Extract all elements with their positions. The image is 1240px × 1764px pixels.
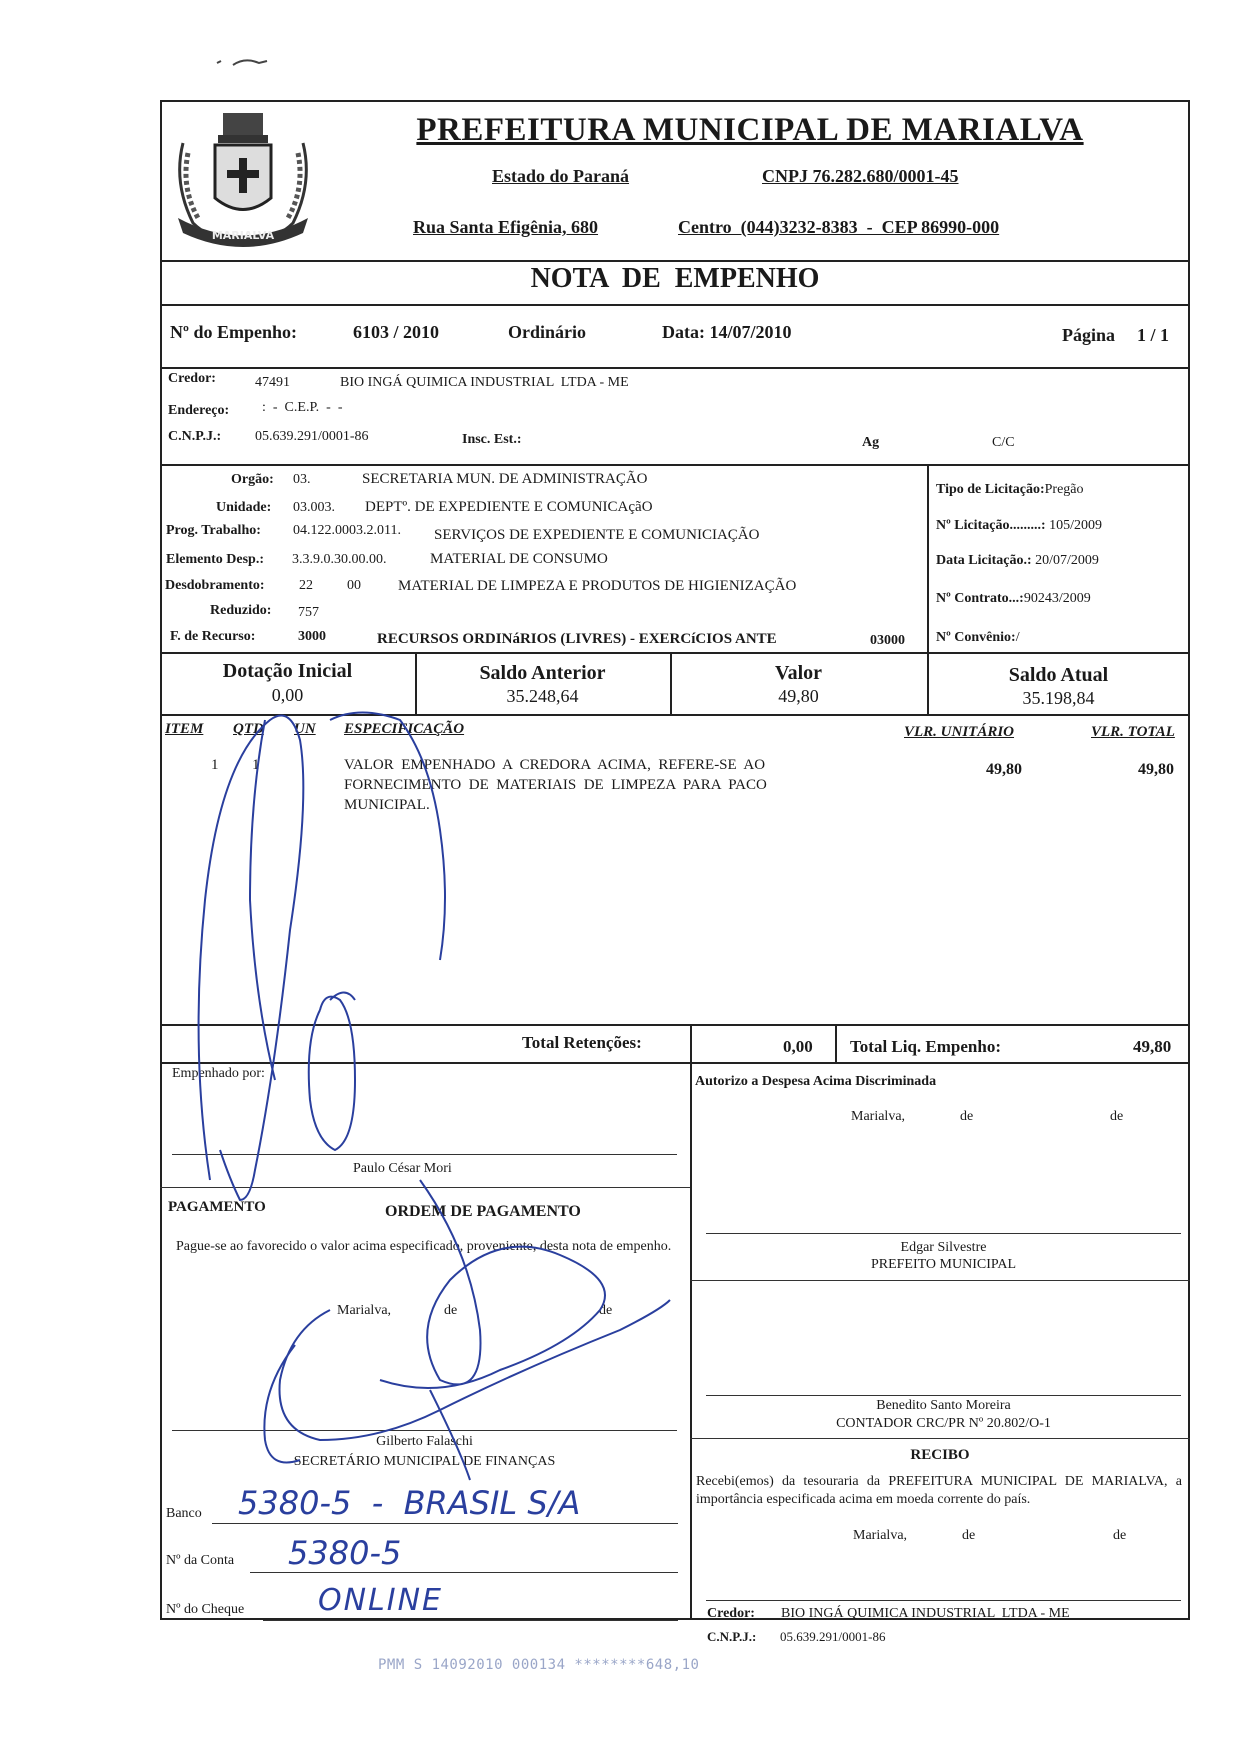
col-header-item: ITEM <box>165 721 204 737</box>
data-licitacao-value: 20/07/2009 <box>1035 553 1099 568</box>
prog-desc: SERVIÇOS DE EXPEDIENTE E COMUNICIAÇÃO <box>434 527 760 543</box>
reduzido-label: Reduzido: <box>210 603 272 618</box>
row-spec-line3: MUNICIPAL. <box>344 797 430 813</box>
header-district: Centro (044)3232-8383 - CEP 86990-000 <box>678 217 1000 237</box>
cnpj-value: 05.639.291/0001-86 <box>255 429 369 444</box>
autorizo-label: Autorizo a Despesa Acima Discriminada <box>695 1074 937 1089</box>
coat-of-arms-icon <box>163 103 323 258</box>
recurso-label: F. de Recurso: <box>170 629 256 644</box>
saldo-anterior-value: 35.248,64 <box>506 686 579 706</box>
empenho-date: Data: 14/07/2010 <box>662 322 792 342</box>
prefeito-title: PREFEITO MUNICIPAL <box>870 1257 1017 1272</box>
unidade-code: 03.003. <box>293 500 335 515</box>
convenio-value: / <box>1015 630 1020 645</box>
recibo-de1: de <box>962 1528 976 1543</box>
pague-text: Pague-se ao favorecido o valor acima especificado, proveniente, desta nota de empenho. <box>176 1239 672 1254</box>
row-total-value: 49,80 <box>1138 761 1174 778</box>
endereco-label: Endereço: <box>168 403 230 418</box>
contrato-value: 90243/2009 <box>1023 591 1091 606</box>
orgao-desc: SECRETARIA MUN. DE ADMINISTRAÇÃO <box>362 471 648 487</box>
desdob-desc: MATERIAL DE LIMPEZA E PRODUTOS DE HIGIENIZAÇÃO <box>398 578 797 594</box>
data-licitacao-label: Data Licitação.: 20/07/2009 <box>936 553 1099 568</box>
row-unit-value: 49,80 <box>986 761 1022 778</box>
recibo-cnpj-label: C.N.P.J.: <box>707 1629 757 1644</box>
secretario-name: Gilberto Falaschi <box>376 1434 473 1449</box>
recibo-label: RECIBO <box>910 1447 970 1463</box>
credor-label: Credor: <box>168 371 216 386</box>
banco-handwritten: 5380-5 - BRASIL S/A <box>238 1484 581 1522</box>
retencoes-label: Total Retenções: <box>522 1033 642 1052</box>
row-qtd: 1 <box>252 757 260 773</box>
col-header-total: VLR. TOTAL <box>1091 724 1175 740</box>
recibo-credor-value: BIO INGÁ QUIMICA INDUSTRIAL LTDA - ME <box>781 1606 1070 1621</box>
ordem-label: ORDEM DE PAGAMENTO <box>385 1203 581 1220</box>
cheque-label: Nº do Cheque <box>166 1602 245 1617</box>
desdob-label: Desdobramento: <box>165 578 265 593</box>
convenio-label: Nº Convênio:/ <box>936 630 1020 645</box>
recibo-text: Recebi(emos) da tesouraria da PREFEITURA MUNICIPAL DE MARIALVA, a importância especificada acima em moeda corrente do país. <box>696 1474 1182 1507</box>
recurso-code: 3000 <box>298 629 326 644</box>
recibo-de2: de <box>1113 1528 1127 1543</box>
coat-of-arms-text: MARIALVA <box>211 229 275 242</box>
left-de2: de <box>599 1303 613 1318</box>
num-licitacao-value: 105/2009 <box>1049 518 1102 533</box>
col-header-spec: ESPECIFICAÇÃO <box>344 721 465 737</box>
unidade-desc: DEPTº. DE EXPEDIENTE E COMUNICAçãO <box>365 499 653 515</box>
elemento-code: 3.3.9.0.30.00.00. <box>292 552 387 567</box>
right-de1: de <box>960 1109 974 1124</box>
banco-label: Banco <box>166 1506 202 1521</box>
prefeito-name: Edgar Silvestre <box>900 1240 987 1255</box>
recurso-desc: RECURSOS ORDINáRIOS (LIVRES) - EXERCíCIOS ANTE <box>377 631 777 647</box>
contador-name: Benedito Santo Moreira <box>876 1398 1011 1413</box>
empenhado-label: Empenhado por: <box>172 1066 265 1081</box>
desdob-code1: 22 <box>299 578 313 593</box>
orgao-label: Orgão: <box>231 472 274 487</box>
endereco-value: : - C.E.P. - - <box>262 400 343 415</box>
col-header-un: UN <box>294 721 316 737</box>
tipo-licitacao-label: Tipo de Licitação:Pregão <box>936 482 1084 497</box>
liq-label: Total Liq. Empenho: <box>850 1037 1001 1056</box>
empenho-label: Nº do Empenho: <box>170 322 297 342</box>
orgao-code: 03. <box>293 472 311 487</box>
conta-label: Nº da Conta <box>166 1553 235 1568</box>
recurso-code2: 03000 <box>870 633 905 648</box>
row-item: 1 <box>211 757 219 773</box>
reduzido-value: 757 <box>298 605 319 620</box>
secretario-title: SECRETÁRIO MUNICIPAL DE FINANÇAS <box>293 1454 556 1469</box>
left-place: Marialva, <box>337 1303 392 1318</box>
page-label: Página <box>1062 325 1116 345</box>
left-de1: de <box>444 1303 458 1318</box>
contador-title: CONTADOR CRC/PR Nº 20.802/O-1 <box>836 1416 1051 1431</box>
ag-label: Ag <box>862 435 880 450</box>
empenho-number: 6103 / 2010 <box>353 322 440 342</box>
cnpj-label: C.N.P.J.: <box>168 429 222 444</box>
pagamento-label: PAGAMENTO <box>168 1199 266 1215</box>
tipo-licitacao-value: Pregão <box>1044 482 1084 497</box>
credor-name: BIO INGÁ QUIMICA INDUSTRIAL LTDA - ME <box>340 375 629 390</box>
elemento-desc: MATERIAL DE CONSUMO <box>430 551 608 567</box>
prog-label: Prog. Trabalho: <box>166 523 261 538</box>
num-licitacao-label: Nº Licitação.........: 105/2009 <box>936 518 1102 533</box>
valor-label: Valor <box>774 662 823 684</box>
doc-title: NOTA DE EMPENHO <box>530 263 820 294</box>
desdob-code2: 00 <box>347 578 361 593</box>
valor-value: 49,80 <box>778 686 819 706</box>
col-header-unit: VLR. UNITÁRIO <box>904 724 1015 740</box>
saldo-anterior-label: Saldo Anterior <box>479 662 606 684</box>
prog-code: 04.122.0003.2.011. <box>293 523 401 538</box>
dotacao-label: Dotação Inicial <box>222 660 353 682</box>
credor-code: 47491 <box>255 375 290 390</box>
unidade-label: Unidade: <box>216 500 272 515</box>
recibo-place: Marialva, <box>853 1528 908 1543</box>
retencoes-value: 0,00 <box>783 1037 813 1056</box>
empenho-type: Ordinário <box>508 322 587 342</box>
header-street: Rua Santa Efigênia, 680 <box>413 217 599 237</box>
liq-value: 49,80 <box>1133 1037 1172 1056</box>
page-value: 1 / 1 <box>1137 325 1170 345</box>
cc-label: C/C <box>992 435 1015 450</box>
footer-stamp: PMM S 14092010 000134 ********648,10 <box>378 1657 700 1673</box>
empenhado-name: Paulo César Mori <box>353 1161 452 1176</box>
row-spec-line1: VALOR EMPENHADO A CREDORA ACIMA, REFERE-SE AO <box>344 757 766 773</box>
header-cnpj: CNPJ 76.282.680/0001-45 <box>762 166 959 186</box>
header-title: PREFEITURA MUNICIPAL DE MARIALVA <box>416 112 1084 148</box>
header-state: Estado do Paraná <box>492 166 630 186</box>
insc-label: Insc. Est.: <box>462 432 522 447</box>
cheque-handwritten: ONLINE <box>318 1583 444 1618</box>
conta-handwritten: 5380-5 <box>288 1534 402 1572</box>
dotacao-value: 0,00 <box>271 685 304 705</box>
recibo-credor-label: Credor: <box>707 1606 755 1621</box>
col-header-qtd: QTD <box>233 721 264 737</box>
scan-mark <box>215 55 275 69</box>
row-spec-line2: FORNECIMENTO DE MATERIAIS DE LIMPEZA PARA PACO <box>344 777 767 793</box>
right-place: Marialva, <box>851 1109 906 1124</box>
contrato-label: Nº Contrato...:90243/2009 <box>936 591 1091 606</box>
elemento-label: Elemento Desp.: <box>166 552 264 567</box>
saldo-atual-value: 35.198,84 <box>1022 688 1095 708</box>
right-de2: de <box>1110 1109 1124 1124</box>
recibo-cnpj-value: 05.639.291/0001-86 <box>780 1629 886 1644</box>
saldo-atual-label: Saldo Atual <box>1008 664 1109 686</box>
